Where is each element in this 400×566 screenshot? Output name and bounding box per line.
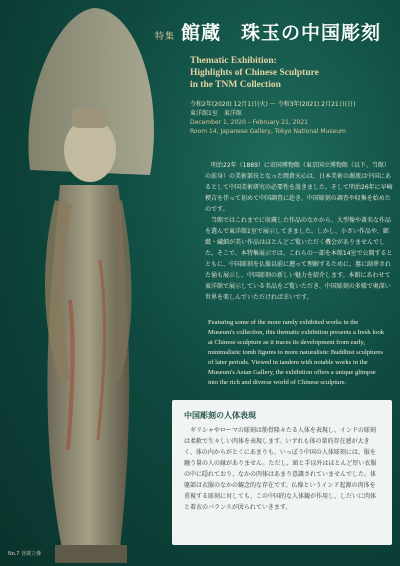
english-title — [190, 55, 395, 91]
english-title-line-3: in the TNM Collection — [190, 80, 281, 90]
english-title-line-1: Thematic Exhibition: — [190, 56, 277, 66]
page-title: 館蔵 珠玉の中国彫刻 — [181, 22, 382, 44]
title-row — [155, 18, 395, 45]
venue-en: Room 14, Japanese Gallery, Tokyo National Museum — [190, 128, 346, 135]
body-jp-paragraph-2: 当館ではこれまでに収蔵した作品のなかから、大型像や著名な作品を選んで東洋館1室で展示してきました。しかし、小さい作品や、細緻・繊細が美い作品はほとんどご覧いただく機会がありませんでした。そこで、本特集展示では、これらの一部を本館14室で公開するとともに、中国彫刻を仏像以前に遡って理解するために、墓に副葬された俑も展示し、中国彫刻の新しい魅力を紹介します。本館にあわせて東洋館で展示している名品をご覧いただき、中国彫刻の多様で奥深い世界を楽しんでいただければ幸いです。 — [205, 217, 393, 301]
dates-jp: 令和2年(2020) 12月1日(火) ～ 令和3年(2021) 2月21日(日) — [190, 101, 356, 108]
box-text: ギリシャやローマの彫刻は筋骨隆々たる人体を表現し、インドの彫刻は柔軟で生々しい肉体を表現します。いずれも体の量的存在感が大きく、体の内からがとくにあまりも、いっぽう中国の人体彫刻には、服を纏う量の人の縁がありません。ただし、頭と手以外はほとんど厚い衣服の中に隠れており、なかの肉体はあまり意識されていませんでした。体躯部は衣服のなかの観念的な存在です。仏像というインド起源の肉体を重視する彫刻に対しても、この中国的な人体観が作用し、しだいに肉体と着衣のバランスが図られていきます。 — [184, 427, 377, 511]
box-title: 中国彫刻の人体表現 — [184, 411, 256, 420]
bodhisattva-statue-image — [0, 0, 175, 566]
venue-jp: 東洋館1室 東洋館 — [190, 110, 242, 117]
sidebar-box — [172, 400, 392, 545]
image-caption: No.7 菩薩立像 — [8, 551, 42, 557]
dates-en: December 1, 2020 – February 21, 2021 — [190, 119, 308, 126]
body-english: Featuring some of the more rarely exhibited works in the Museum's collection, this thematic exhibition presents a fresh look at Chinese sculpture as it traces its development from early, minimalistic tomb figures to more naturalistic Buddhist sculptures of later periods. Viewed in tandem with notable works in the Museum's Asian Gallery, the exhibition offers a unique glimpse into the rich and diverse world of Chinese sculpture. — [208, 319, 385, 386]
body-japanese — [205, 160, 395, 303]
feature-badge: 特集 — [155, 32, 176, 42]
header — [155, 18, 395, 45]
exhibition-meta — [190, 100, 395, 136]
body-jp-paragraph-1: 明治22年（1889）に帝国博物館（東京国立博物館（以下、当館）の前身）の美術部長となった岡倉天心は、日本美術の源流は中国にあるとして中国美術研究の必要性を説きました。そして明治26年に早崎稉吉を伴って初めて中国調査に赴き、中国彫刻の調査や収集を始めたのです。 — [205, 162, 393, 213]
english-title-line-2: Highlights of Chinese Sculpture — [190, 68, 319, 78]
